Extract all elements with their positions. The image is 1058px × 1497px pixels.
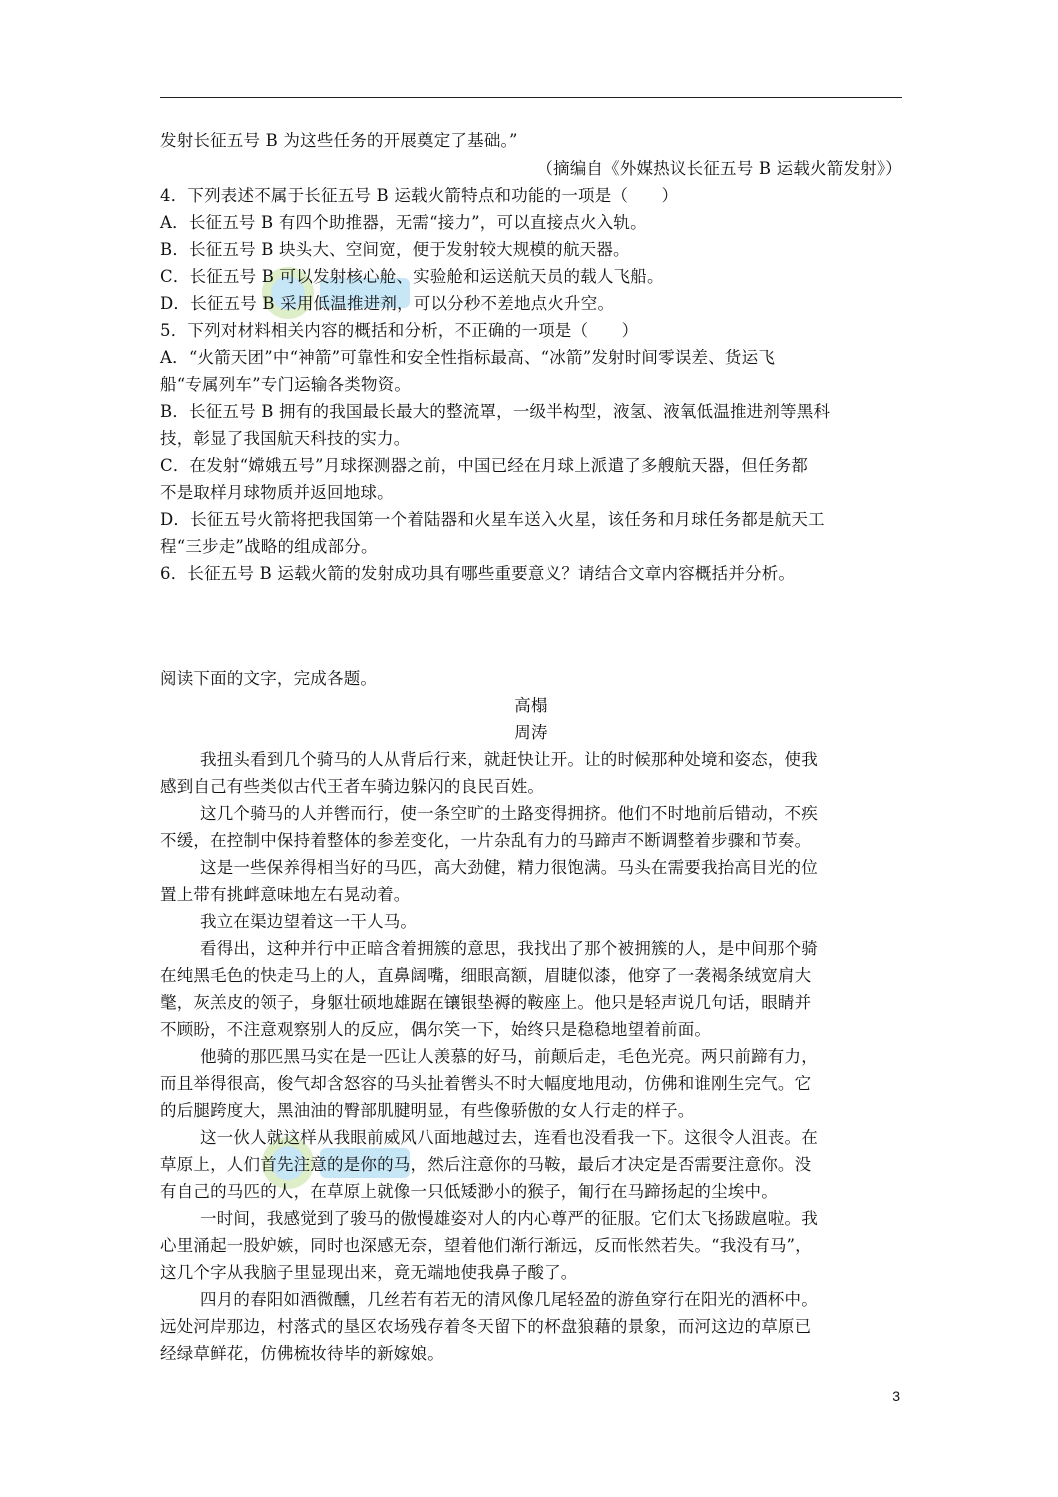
passage-end-line: 发射长征五号 B 为这些任务的开展奠定了基础。” <box>160 131 518 150</box>
reading-paragraph-line: 而且举得很高，俊气却含怒容的马头扯着辔头不时大幅度地甩动，仿佛和谁刚生完气。它 <box>160 1074 812 1093</box>
question-4-stem: 4．下列表述不属于长征五号 B 运载火箭特点和功能的一项是（ ） <box>160 186 679 205</box>
question-5-option-b: B．长征五号 B 拥有的我国最长最大的整流罩，一级半构型，液氢、液氧低温推进剂等黑科 <box>160 402 831 421</box>
reading-paragraph-line: 不顾盼，不注意观察别人的反应，偶尔笑一下，始终只是稳稳地望着前面。 <box>160 1020 712 1039</box>
question-5-option-b-cont: 技，彰显了我国航天科技的实力。 <box>160 429 411 448</box>
reading-paragraph-line: 一时间，我感觉到了骏马的傲慢雄姿对人的内心尊严的征服。它们太飞扬跋扈啦。我 <box>200 1209 818 1228</box>
question-4-option-c: C．长征五号 B 可以发射核心舱、实验舱和运送航天员的载人飞船。 <box>160 267 664 286</box>
reading-paragraph-line: 置上带有挑衅意味地左右晃动着。 <box>160 885 411 904</box>
reading-paragraph-line: 经绿草鲜花，仿佛梳妆待毕的新嫁娘。 <box>160 1344 444 1363</box>
reading-instruction: 阅读下面的文字，完成各题。 <box>160 669 378 688</box>
reading-paragraph-line: 在纯黑毛色的快走马上的人，直鼻阔嘴，细眼高额，眉睫似漆，他穿了一袭褐条绒宽肩大 <box>160 966 812 985</box>
reading-author: 周涛 <box>514 723 548 742</box>
question-5-option-d-cont: 程“三步走”战略的组成部分。 <box>160 537 378 556</box>
reading-paragraph-line: 草原上，人们首先注意的是你的马，然后注意你的马鞍，最后才决定是否需要注意你。没 <box>160 1155 812 1174</box>
page-number: 3 <box>892 1388 900 1404</box>
question-5-option-a-cont: 船“专属列车”专门运输各类物资。 <box>160 375 412 394</box>
reading-paragraph-line: 看得出，这种并行中正暗含着拥簇的意思，我找出了那个被拥簇的人，是中间那个骑 <box>200 939 818 958</box>
reading-paragraph-line: 的后腿跨度大，黑油油的臀部肌腱明显，有些像骄傲的女人行走的样子。 <box>160 1101 695 1120</box>
reading-paragraph-line: 他骑的那匹黑马实在是一匹让人羡慕的好马，前颠后走，毛色光亮。两只前蹄有力， <box>200 1047 818 1066</box>
question-4-option-d: D．长征五号 B 采用低温推进剂，可以分秒不差地点火升空。 <box>160 294 615 313</box>
reading-paragraph-line: 我立在渠边望着这一干人马。 <box>200 912 418 931</box>
reading-paragraph-line: 这几个字从我脑子里显现出来，竟无端地使我鼻子酸了。 <box>160 1263 578 1282</box>
reading-title: 高榻 <box>514 696 548 715</box>
reading-paragraph-line: 有自己的马匹的人，在草原上就像一只低矮渺小的猴子，匍行在马蹄扬起的尘埃中。 <box>160 1182 778 1201</box>
passage-source: （摘编自《外媒热议长征五号 B 运载火箭发射》） <box>536 159 902 178</box>
header-rule <box>160 97 902 98</box>
question-5-option-a: A．“火箭天团”中“神箭”可靠性和安全性指标最高、“冰箭”发射时间零误差、货运飞 <box>160 348 776 367</box>
question-5-option-c: C．在发射“嫦娥五号”月球探测器之前，中国已经在月球上派遣了多艘航天器，但任务都 <box>160 456 808 475</box>
question-6-stem: 6．长征五号 B 运载火箭的发射成功具有哪些重要意义？请结合文章内容概括并分析。 <box>160 564 796 583</box>
question-5-option-c-cont: 不是取样月球物质并返回地球。 <box>160 483 394 502</box>
reading-paragraph-line: 四月的春阳如酒微醺，几丝若有若无的清风像几尾轻盈的游鱼穿行在阳光的酒杯中。 <box>200 1290 818 1309</box>
question-4-option-b: B．长征五号 B 块头大、空间宽，便于发射较大规模的航天器。 <box>160 240 630 259</box>
reading-paragraph-line: 感到自己有些类似古代王者车骑边躲闪的良民百姓。 <box>160 777 545 796</box>
reading-paragraph-line: 这是一些保养得相当好的马匹，高大劲健，精力很饱满。马头在需要我抬高目光的位 <box>200 858 818 877</box>
reading-paragraph-line: 这几个骑马的人并辔而行，使一条空旷的土路变得拥挤。他们不时地前后错动，不疾 <box>200 804 818 823</box>
reading-paragraph-line: 远处河岸那边，村落式的垦区农场残存着冬天留下的杯盘狼藉的景象，而河这边的草原已 <box>160 1317 812 1336</box>
reading-paragraph-line: 我扭头看到几个骑马的人从背后行来，就赶快让开。让的时候那种处境和姿态，使我 <box>200 750 818 769</box>
question-5-stem: 5．下列对材料相关内容的概括和分析，不正确的一项是（ ） <box>160 321 639 340</box>
question-4-option-a: A．长征五号 B 有四个助推器，无需“接力”，可以直接点火入轨。 <box>160 213 647 232</box>
question-5-option-d: D．长征五号火箭将把我国第一个着陆器和火星车送入火星，该任务和月球任务都是航天工 <box>160 510 825 529</box>
reading-paragraph-line: 这一伙人就这样从我眼前威风八面地越过去，连看也没看我一下。这很令人沮丧。在 <box>200 1128 818 1147</box>
reading-paragraph-line: 氅，灰羔皮的领子，身躯壮硕地雄踞在镶银垫褥的鞍座上。他只是轻声说几句话，眼睛并 <box>160 993 812 1012</box>
reading-paragraph-line: 不缓，在控制中保持着整体的参差变化，一片杂乱有力的马蹄声不断调整着步骤和节奏。 <box>160 831 812 850</box>
reading-paragraph-line: 心里涌起一股妒嫉，同时也深感无奈，望着他们渐行渐远，反而怅然若失。“我没有马”， <box>160 1236 812 1255</box>
